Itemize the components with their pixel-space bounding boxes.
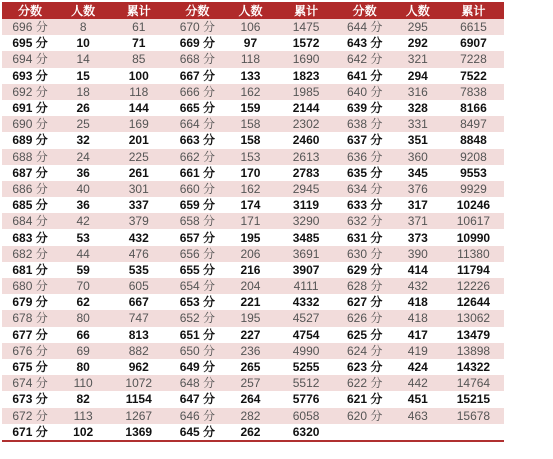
score-cell-1: 672 分 [2, 408, 58, 424]
count-cell-2: 257 [225, 375, 275, 391]
cumulative-cell-1: 1369 [108, 424, 169, 441]
cumulative-cell-1: 71 [108, 35, 169, 51]
cumulative-cell-3: 14322 [443, 359, 504, 375]
score-cell-2: 666 分 [169, 84, 225, 100]
cumulative-cell-1: 535 [108, 262, 169, 278]
table-row [2, 278, 504, 294]
header-row [2, 2, 504, 19]
score-cell-3: 628 分 [337, 278, 393, 294]
score-cell-1: 688 分 [2, 149, 58, 165]
cumulative-cell-2: 1690 [276, 51, 337, 67]
cumulative-cell-3: 7838 [443, 84, 504, 100]
cumulative-cell-1: 144 [108, 100, 169, 116]
cumulative-cell-2: 1572 [276, 35, 337, 51]
cumulative-cell-2: 4527 [276, 310, 337, 326]
count-cell-3: 442 [393, 375, 443, 391]
count-cell-2: 153 [225, 149, 275, 165]
count-cell-3: 390 [393, 246, 443, 262]
score-cell-2: 645 分 [169, 424, 225, 441]
cumulative-cell-2: 1985 [276, 84, 337, 100]
score-cell-1: 679 分 [2, 294, 58, 310]
score-cell-2: 663 分 [169, 132, 225, 148]
cumulative-cell-2: 2945 [276, 181, 337, 197]
score-cell-1: 684 分 [2, 213, 58, 229]
count-cell-2: 106 [225, 19, 275, 35]
count-cell-1: 59 [58, 262, 108, 278]
table-row [2, 132, 504, 148]
count-cell-1: 42 [58, 213, 108, 229]
count-cell-1: 36 [58, 165, 108, 181]
score-cell-3: 626 分 [337, 310, 393, 326]
cumulative-cell-2: 6058 [276, 408, 337, 424]
count-cell-1: 70 [58, 278, 108, 294]
count-cell-3: 418 [393, 310, 443, 326]
score-cell-1: 682 分 [2, 246, 58, 262]
count-cell-3: 292 [393, 35, 443, 51]
count-cell-2: 97 [225, 35, 275, 51]
count-cell-3: 295 [393, 19, 443, 35]
score-cell-2: 656 分 [169, 246, 225, 262]
score-cell-2: 667 分 [169, 68, 225, 84]
cumulative-cell-1: 261 [108, 165, 169, 181]
score-cell-1: 678 分 [2, 310, 58, 326]
score-cell-2: 651 分 [169, 327, 225, 343]
cumulative-cell-1: 61 [108, 19, 169, 35]
count-cell-1: 10 [58, 35, 108, 51]
count-cell-1: 110 [58, 375, 108, 391]
count-cell-2: 162 [225, 84, 275, 100]
cumulative-cell-1: 169 [108, 116, 169, 132]
cumulative-cell-1: 118 [108, 84, 169, 100]
score-cell-3: 630 分 [337, 246, 393, 262]
count-cell-2: 216 [225, 262, 275, 278]
count-cell-1: 14 [58, 51, 108, 67]
table-body [2, 19, 504, 441]
score-cell-2: 665 分 [169, 100, 225, 116]
header-score-3: 分数 [337, 2, 393, 19]
cumulative-cell-2: 3485 [276, 229, 337, 245]
score-cell-1: 671 分 [2, 424, 58, 441]
cumulative-cell-3: 8166 [443, 100, 504, 116]
cumulative-cell-1: 201 [108, 132, 169, 148]
score-cell-2: 649 分 [169, 359, 225, 375]
count-cell-2: 159 [225, 100, 275, 116]
cumulative-cell-2: 3907 [276, 262, 337, 278]
cumulative-cell-1: 225 [108, 149, 169, 165]
cumulative-cell-2: 2302 [276, 116, 337, 132]
table-row [2, 246, 504, 262]
score-cell-1: 692 分 [2, 84, 58, 100]
count-cell-3: 328 [393, 100, 443, 116]
count-cell-2: 170 [225, 165, 275, 181]
score-cell-1: 685 分 [2, 197, 58, 213]
cumulative-cell-2: 3691 [276, 246, 337, 262]
cumulative-cell-3: 7228 [443, 51, 504, 67]
cumulative-cell-3: 11380 [443, 246, 504, 262]
count-cell-3: 321 [393, 51, 443, 67]
score-cell-3: 641 分 [337, 68, 393, 84]
table-row [2, 391, 504, 407]
score-cell-1: 676 分 [2, 343, 58, 359]
score-cell-3: 640 分 [337, 84, 393, 100]
score-cell-1: 680 分 [2, 278, 58, 294]
count-cell-1: 82 [58, 391, 108, 407]
cumulative-cell-1: 962 [108, 359, 169, 375]
cumulative-cell-1: 1154 [108, 391, 169, 407]
count-cell-2: 262 [225, 424, 275, 441]
score-cell-3: 622 分 [337, 375, 393, 391]
count-cell-3: 418 [393, 294, 443, 310]
cumulative-cell-3: 15215 [443, 391, 504, 407]
score-cell-2: 650 分 [169, 343, 225, 359]
score-cell-1: 694 分 [2, 51, 58, 67]
table-row [2, 229, 504, 245]
cumulative-cell-1: 301 [108, 181, 169, 197]
score-cell-3: 636 分 [337, 149, 393, 165]
score-cell-1: 673 分 [2, 391, 58, 407]
table-row [2, 149, 504, 165]
count-cell-3: 373 [393, 229, 443, 245]
cumulative-cell-2: 2144 [276, 100, 337, 116]
count-cell-2: 195 [225, 310, 275, 326]
count-cell-2: 282 [225, 408, 275, 424]
count-cell-3: 331 [393, 116, 443, 132]
score-distribution-table [2, 2, 504, 442]
score-cell-3: 620 分 [337, 408, 393, 424]
cumulative-cell-3 [443, 424, 504, 441]
cumulative-cell-1: 476 [108, 246, 169, 262]
count-cell-3: 463 [393, 408, 443, 424]
cumulative-cell-3: 10246 [443, 197, 504, 213]
header-count-3: 人数 [393, 2, 443, 19]
cumulative-cell-2: 4754 [276, 327, 337, 343]
cumulative-cell-3: 6907 [443, 35, 504, 51]
score-cell-1: 691 分 [2, 100, 58, 116]
score-cell-3: 625 分 [337, 327, 393, 343]
count-cell-2: 221 [225, 294, 275, 310]
table-row [2, 181, 504, 197]
cumulative-cell-1: 432 [108, 229, 169, 245]
count-cell-1: 24 [58, 149, 108, 165]
cumulative-cell-2: 5255 [276, 359, 337, 375]
cumulative-cell-1: 337 [108, 197, 169, 213]
cumulative-cell-3: 10990 [443, 229, 504, 245]
cumulative-cell-2: 6320 [276, 424, 337, 441]
header-score-1: 分数 [2, 2, 58, 19]
count-cell-1: 66 [58, 327, 108, 343]
cumulative-cell-1: 100 [108, 68, 169, 84]
cumulative-cell-3: 15678 [443, 408, 504, 424]
count-cell-2: 171 [225, 213, 275, 229]
count-cell-1: 25 [58, 116, 108, 132]
count-cell-3: 317 [393, 197, 443, 213]
cumulative-cell-3: 10617 [443, 213, 504, 229]
score-cell-1: 693 分 [2, 68, 58, 84]
count-cell-3: 345 [393, 165, 443, 181]
score-cell-2: 652 分 [169, 310, 225, 326]
table-row [2, 343, 504, 359]
count-cell-1: 32 [58, 132, 108, 148]
score-cell-1: 687 分 [2, 165, 58, 181]
score-cell-1: 695 分 [2, 35, 58, 51]
count-cell-1: 62 [58, 294, 108, 310]
score-cell-1: 681 分 [2, 262, 58, 278]
score-cell-2: 648 分 [169, 375, 225, 391]
count-cell-1: 102 [58, 424, 108, 441]
score-cell-2: 647 分 [169, 391, 225, 407]
score-cell-3: 624 分 [337, 343, 393, 359]
cumulative-cell-2: 3290 [276, 213, 337, 229]
cumulative-cell-2: 5512 [276, 375, 337, 391]
count-cell-3: 432 [393, 278, 443, 294]
count-cell-3: 294 [393, 68, 443, 84]
count-cell-2: 174 [225, 197, 275, 213]
table-row [2, 84, 504, 100]
score-cell-1: 686 分 [2, 181, 58, 197]
table-row [2, 213, 504, 229]
score-cell-2: 657 分 [169, 229, 225, 245]
score-cell-3: 643 分 [337, 35, 393, 51]
score-cell-1: 675 分 [2, 359, 58, 375]
count-cell-1: 15 [58, 68, 108, 84]
table-row [2, 327, 504, 343]
table-row [2, 359, 504, 375]
score-cell-3: 639 分 [337, 100, 393, 116]
count-cell-3: 417 [393, 327, 443, 343]
count-cell-2: 227 [225, 327, 275, 343]
score-cell-3: 621 分 [337, 391, 393, 407]
score-cell-3: 633 分 [337, 197, 393, 213]
cumulative-cell-1: 882 [108, 343, 169, 359]
count-cell-1: 26 [58, 100, 108, 116]
cumulative-cell-2: 4990 [276, 343, 337, 359]
cumulative-cell-2: 2613 [276, 149, 337, 165]
score-cell-2: 669 分 [169, 35, 225, 51]
table-row [2, 68, 504, 84]
score-cell-2: 659 分 [169, 197, 225, 213]
count-cell-1: 40 [58, 181, 108, 197]
count-cell-3: 371 [393, 213, 443, 229]
cumulative-cell-1: 813 [108, 327, 169, 343]
count-cell-2: 204 [225, 278, 275, 294]
count-cell-3: 376 [393, 181, 443, 197]
score-cell-1: 690 分 [2, 116, 58, 132]
score-cell-2: 661 分 [169, 165, 225, 181]
cumulative-cell-3: 11794 [443, 262, 504, 278]
count-cell-1: 53 [58, 229, 108, 245]
cumulative-cell-3: 7522 [443, 68, 504, 84]
score-cell-2: 664 分 [169, 116, 225, 132]
header-cumulative-1: 累计 [108, 2, 169, 19]
table-row [2, 35, 504, 51]
cumulative-cell-3: 9208 [443, 149, 504, 165]
count-cell-2: 195 [225, 229, 275, 245]
count-cell-1: 80 [58, 359, 108, 375]
header-score-2: 分数 [169, 2, 225, 19]
cumulative-cell-3: 13062 [443, 310, 504, 326]
score-cell-2: 653 分 [169, 294, 225, 310]
table-row [2, 100, 504, 116]
count-cell-1: 113 [58, 408, 108, 424]
score-cell-3: 644 分 [337, 19, 393, 35]
score-cell-3: 638 分 [337, 116, 393, 132]
count-cell-3: 360 [393, 149, 443, 165]
cumulative-cell-3: 14764 [443, 375, 504, 391]
cumulative-cell-1: 747 [108, 310, 169, 326]
cumulative-cell-3: 8848 [443, 132, 504, 148]
count-cell-1: 36 [58, 197, 108, 213]
cumulative-cell-2: 4332 [276, 294, 337, 310]
cumulative-cell-1: 605 [108, 278, 169, 294]
count-cell-3: 351 [393, 132, 443, 148]
count-cell-3: 451 [393, 391, 443, 407]
score-cell-2: 646 分 [169, 408, 225, 424]
count-cell-2: 206 [225, 246, 275, 262]
count-cell-2: 162 [225, 181, 275, 197]
count-cell-3: 414 [393, 262, 443, 278]
count-cell-2: 118 [225, 51, 275, 67]
table-row [2, 197, 504, 213]
count-cell-2: 158 [225, 116, 275, 132]
cumulative-cell-2: 1823 [276, 68, 337, 84]
cumulative-cell-3: 13898 [443, 343, 504, 359]
count-cell-3: 419 [393, 343, 443, 359]
count-cell-2: 236 [225, 343, 275, 359]
score-cell-1: 696 分 [2, 19, 58, 35]
cumulative-cell-3: 6615 [443, 19, 504, 35]
table-row [2, 51, 504, 67]
cumulative-cell-2: 4111 [276, 278, 337, 294]
cumulative-cell-1: 1072 [108, 375, 169, 391]
table-row [2, 375, 504, 391]
score-cell-1: 674 分 [2, 375, 58, 391]
count-cell-1: 69 [58, 343, 108, 359]
cumulative-cell-1: 667 [108, 294, 169, 310]
table-row [2, 310, 504, 326]
count-cell-1: 8 [58, 19, 108, 35]
score-cell-3: 637 分 [337, 132, 393, 148]
cumulative-cell-2: 5776 [276, 391, 337, 407]
score-cell-3: 631 分 [337, 229, 393, 245]
score-cell-2: 668 分 [169, 51, 225, 67]
table-row [2, 262, 504, 278]
score-cell-3: 634 分 [337, 181, 393, 197]
cumulative-cell-2: 3119 [276, 197, 337, 213]
header-count-1: 人数 [58, 2, 108, 19]
cumulative-cell-1: 1267 [108, 408, 169, 424]
table-row [2, 294, 504, 310]
score-cell-2: 658 分 [169, 213, 225, 229]
cumulative-cell-3: 12226 [443, 278, 504, 294]
cumulative-cell-1: 85 [108, 51, 169, 67]
cumulative-cell-3: 9929 [443, 181, 504, 197]
score-cell-1: 689 分 [2, 132, 58, 148]
cumulative-cell-2: 1475 [276, 19, 337, 35]
score-cell-1: 683 分 [2, 229, 58, 245]
count-cell-2: 158 [225, 132, 275, 148]
table-row [2, 424, 504, 441]
count-cell-1: 44 [58, 246, 108, 262]
cumulative-cell-3: 12644 [443, 294, 504, 310]
count-cell-3 [393, 424, 443, 441]
table-row [2, 19, 504, 35]
table-row [2, 116, 504, 132]
score-cell-3: 635 分 [337, 165, 393, 181]
score-cell-3 [337, 424, 393, 441]
cumulative-cell-3: 8497 [443, 116, 504, 132]
table-row [2, 165, 504, 181]
score-cell-3: 629 分 [337, 262, 393, 278]
cumulative-cell-3: 9553 [443, 165, 504, 181]
score-cell-3: 642 分 [337, 51, 393, 67]
score-cell-2: 654 分 [169, 278, 225, 294]
cumulative-cell-2: 2460 [276, 132, 337, 148]
table-row [2, 408, 504, 424]
score-cell-3: 627 分 [337, 294, 393, 310]
count-cell-1: 80 [58, 310, 108, 326]
score-cell-2: 662 分 [169, 149, 225, 165]
cumulative-cell-2: 2783 [276, 165, 337, 181]
cumulative-cell-1: 379 [108, 213, 169, 229]
score-cell-3: 623 分 [337, 359, 393, 375]
table-header [2, 2, 504, 19]
count-cell-3: 424 [393, 359, 443, 375]
count-cell-2: 133 [225, 68, 275, 84]
count-cell-3: 316 [393, 84, 443, 100]
score-cell-2: 655 分 [169, 262, 225, 278]
count-cell-1: 18 [58, 84, 108, 100]
header-count-2: 人数 [225, 2, 275, 19]
score-cell-2: 660 分 [169, 181, 225, 197]
header-cumulative-3: 累计 [443, 2, 504, 19]
count-cell-2: 265 [225, 359, 275, 375]
cumulative-cell-3: 13479 [443, 327, 504, 343]
score-cell-3: 632 分 [337, 213, 393, 229]
score-cell-1: 677 分 [2, 327, 58, 343]
score-cell-2: 670 分 [169, 19, 225, 35]
header-cumulative-2: 累计 [276, 2, 337, 19]
count-cell-2: 264 [225, 391, 275, 407]
